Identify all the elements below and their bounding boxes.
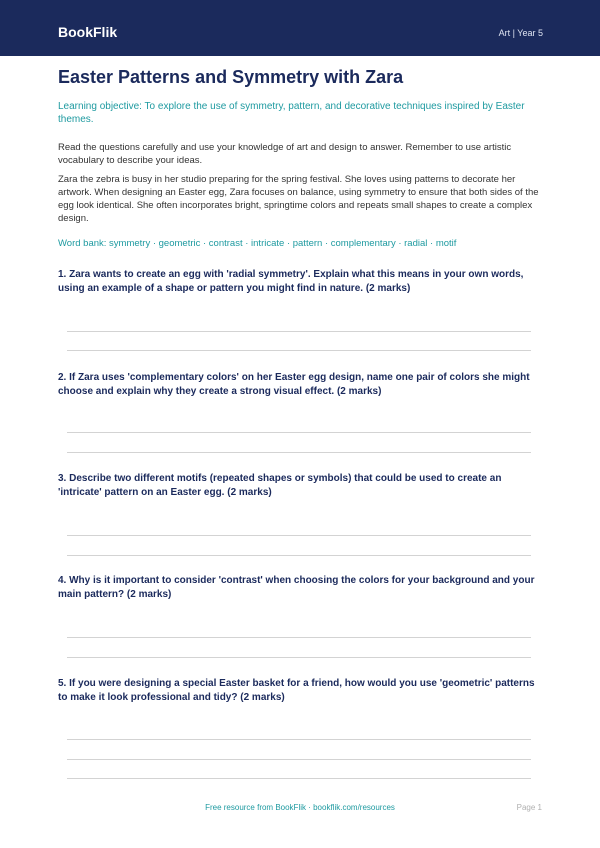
brand-logo: BookFlik [58, 24, 118, 40]
header-bar [0, 0, 600, 56]
question-5: 5. If you were designing a special Easter basket for a friend, how would you use 'geometric' patterns to make it look professional and tidy? (2 marks) [58, 678, 535, 703]
page-title: Easter Patterns and Symmetry with Zara [58, 67, 404, 87]
answer-line[interactable] [67, 657, 531, 658]
answer-line[interactable] [67, 555, 531, 556]
answer-line[interactable] [67, 432, 531, 433]
passage: Zara the zebra is busy in her studio preparing for the spring festival. She loves using patterns to decorate her artwork. When designing an Easter egg, Zara focuses on balance, using symmetry to ensure that both sides of the egg look identical. She often incorporates bright, springtime colors and repeats small shapes to create a complex design. [58, 174, 539, 224]
answer-line[interactable] [67, 331, 531, 332]
answer-line[interactable] [67, 535, 531, 536]
instructions: Read the questions carefully and use your knowledge of art and design to answer. Remember to use artistic vocabulary to describe your ideas. [58, 142, 512, 166]
question-4: 4. Why is it important to consider 'contrast' when choosing the colors for your background and your main pattern? (2 marks) [58, 575, 535, 600]
page-number: Page 1 [516, 803, 542, 812]
answer-line[interactable] [67, 452, 531, 453]
answer-line[interactable] [67, 759, 531, 760]
question-3: 3. Describe two different motifs (repeated shapes or symbols) that could be used to create an 'intricate' pattern on an Easter egg. (2 marks) [58, 473, 502, 498]
question-2: 2. If Zara uses 'complementary colors' on her Easter egg design, name one pair of colors she might choose and explain why they create a strong visual effect. (2 marks) [58, 372, 530, 397]
subject-year-label: Art | Year 5 [498, 28, 543, 38]
answer-line[interactable] [67, 350, 531, 351]
answer-line[interactable] [67, 637, 531, 638]
word-bank: Word bank: symmetry · geometric · contrast · intricate · pattern · complementary · radial · motif [58, 238, 457, 249]
answer-line[interactable] [67, 739, 531, 740]
answer-line[interactable] [67, 778, 531, 779]
question-1: 1. Zara wants to create an egg with 'radial symmetry'. Explain what this means in your own words, using an example of a shape or pattern you might find in nature. (2 marks) [58, 269, 524, 294]
learning-objective: Learning objective: To explore the use of symmetry, pattern, and decorative techniques inspired by Easter themes. [58, 101, 525, 125]
footer-source: Free resource from BookFlik · bookflik.com/resources [205, 803, 395, 812]
